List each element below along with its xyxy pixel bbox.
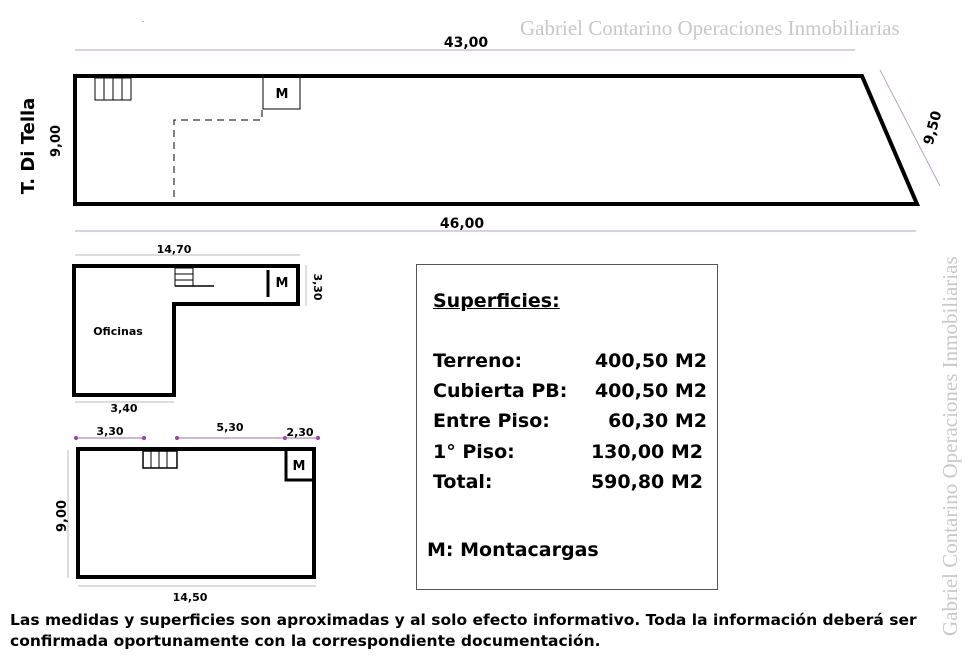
surface-value: 130,00 M2 (590, 441, 703, 463)
surface-label: Cubierta PB: (433, 380, 568, 402)
room-label-oficinas: Oficinas (93, 325, 143, 338)
surface-label: Entre Piso: (433, 410, 550, 432)
surface-value: 590,80 M2 (590, 471, 703, 493)
dim-1450: 14,50 (172, 591, 208, 604)
surfaces-title: Superficies: (433, 290, 560, 312)
dim-330: 3,30 (96, 425, 124, 438)
dim-900-first: 9,00 (55, 499, 70, 533)
dim-330-side: 3,30 (311, 273, 324, 301)
watermark-top: Gabriel Contarino Operaciones Inmobiliarias (520, 16, 900, 40)
stairs-icon (143, 451, 177, 468)
dim-530: 5,30 (216, 421, 244, 434)
dim-46: 46,00 (439, 216, 485, 232)
dim-340: 3,40 (110, 402, 138, 415)
first-floor-plan (55, 421, 320, 604)
surface-label: Terreno: (433, 350, 523, 372)
stray-dot: . (142, 15, 145, 24)
dim-900: 9,00 (49, 124, 64, 158)
lot-outline (75, 76, 917, 204)
stairs-icon (95, 78, 131, 100)
lift-mark: M (275, 276, 289, 291)
dim-230: 2,30 (286, 426, 314, 439)
dim-43: 43,00 (443, 35, 489, 51)
legend-montacargas: M: Montacargas (427, 539, 599, 561)
surfaces-box (416, 264, 718, 590)
dim-1470: 14,70 (156, 243, 192, 256)
dim-950: 9,50 (920, 109, 946, 147)
surface-label: Total: (433, 471, 493, 493)
stairs-icon (175, 268, 214, 286)
surface-value: 60,30 M2 (608, 410, 707, 432)
first-floor-outline (78, 449, 314, 577)
mezzanine-plan (74, 243, 324, 415)
mezzanine-outline-dashed (174, 110, 262, 204)
ground-floor-plan (18, 35, 945, 232)
surface-label: 1° Piso: (433, 441, 515, 463)
disclaimer-text: Las medidas y superficies son aproximadas y al solo efecto informativo. Toda la información deberá ser confirmada oportunamente con la correspondiente documentación. (10, 611, 917, 650)
lift-mark: M (275, 87, 289, 102)
street-label: T. Di Tella (18, 97, 39, 195)
surface-value: 400,50 M2 (594, 350, 707, 372)
lift-mark: M (292, 459, 306, 474)
watermark-side: Gabriel Contarino Operaciones Inmobiliarias (938, 256, 962, 636)
surface-value: 400,50 M2 (594, 380, 707, 402)
